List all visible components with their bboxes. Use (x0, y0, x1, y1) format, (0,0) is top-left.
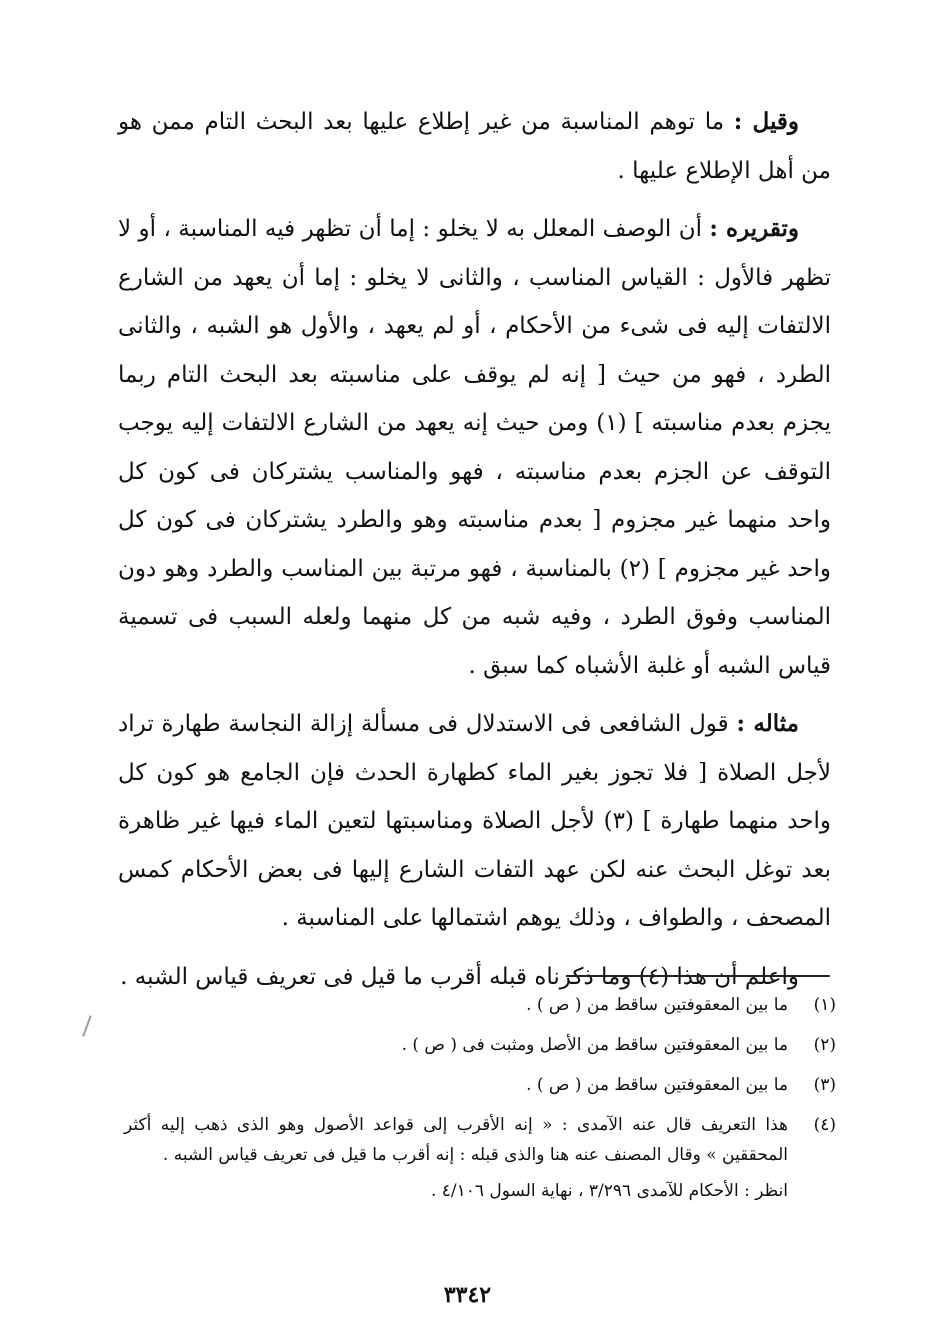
footnote-item (124, 1070, 836, 1100)
footnote-number: (٢) (813, 1035, 836, 1055)
page-number: ٣٣٤٢ (443, 1282, 492, 1308)
footnote-item (124, 990, 836, 1020)
footnote-item (124, 1030, 836, 1060)
footnote-item (124, 1110, 836, 1206)
paragraph-definition (118, 98, 831, 195)
paragraph-example (118, 700, 831, 943)
footnote-text: ما بين المعقوفتين ساقط من ( ص ) . (526, 995, 788, 1015)
footnote-reference: انظر : الأحكام للآمدى ٣/٢٩٦ ، نهاية السول ٤/١٠٦ . (430, 1181, 788, 1201)
footnote-text: ما بين المعقوفتين ساقط من ( ص ) . (526, 1075, 788, 1095)
footnote-number: (٣) (813, 1075, 836, 1095)
footnote-divider (566, 975, 830, 977)
footnote-text: ما بين المعقوفتين ساقط من الأصل ومثبت فى ( ص ) . (401, 1035, 788, 1055)
footnotes (124, 990, 836, 1206)
paragraph-text: ما توهم المناسبة من غير إطلاع عليها بعد البحث التام ممن هو من أهل الإطلاع عليها . (118, 109, 831, 184)
paragraph-text: أن الوصف المعلل به لا يخلو : إما أن تظهر فيه المناسبة ، أو لا تظهر فالأول : القياس المناسب ، والثانى لا يخلو : إما أن يعهد من الشارع الالتفات إليه فى شىء من الأحكام ، أو لم يعهد ، والأول هو الشبه ، والثانى الطرد ، فهو من حيث [ إنه لم يوقف على مناسبته بعد البحث التام ربما يجزم بعدم مناسبته ] (١) ومن حيث إنه يعهد من الشارع الالتفات إليه يوجب التوقف عن الجزم بعدم مناسبته ، فهو والمناسب يشتركان فى كون كل واحد منهما غير مجزوم [ بعدم مناسبته وهو والطرد يشتركان فى كون كل واحد غير مجزوم ] (٢) بالمناسبة ، فهو مرتبة بين المناسب والطرد وهو دون المناسب وفوق الطرد ، وفيه شبه من كل منهما ولعله السبب فى تسمية قياس الشبه أو غلبة الأشباه كما سبق . (118, 216, 831, 679)
paragraph-text: قول الشافعى فى الاستدلال فى مسألة إزالة النجاسة طهارة تراد لأجل الصلاة [ فلا تجوز بغير الماء كطهارة الحدث فإن الجامع هو كون كل واحد منهما طهارة ] (٣) لأجل الصلاة ومناسبتها لتعين الماء فيها غير ظاهرة بعد توغل البحث عنه لكن عهد التفات الشارع إليها فى بعض الأحكام كمس المصحف ، والطواف ، وذلك يوهم اشتمالها على المناسبة . (118, 711, 832, 931)
footnote-body (124, 1110, 788, 1206)
main-text (118, 98, 831, 1001)
paragraph-lead: وقيل : (733, 108, 799, 135)
paragraph-explanation (118, 205, 831, 690)
footnote-text: هذا التعريف قال عنه الآمدى : « إنه الأقرب إلى قواعد الأصول وهو الذى ذهب إليه أكثر المحققين » وقال المصنف عنه هنا والذى قبله : إنه أقرب ما قيل فى تعريف قياس الشبه . (124, 1115, 788, 1165)
paragraph-lead: وتقريره : (709, 215, 799, 242)
footnote-number: (١) (813, 995, 836, 1015)
paragraph-lead: مثاله : (736, 710, 800, 737)
footnote-number: (٤) (813, 1115, 836, 1135)
paragraph-text: واعلم أن هذا (٤) وما ذكرناه قبله أقرب ما قيل فى تعريف قياس الشبه . (120, 963, 799, 990)
margin-pencil-mark (82, 1015, 91, 1036)
